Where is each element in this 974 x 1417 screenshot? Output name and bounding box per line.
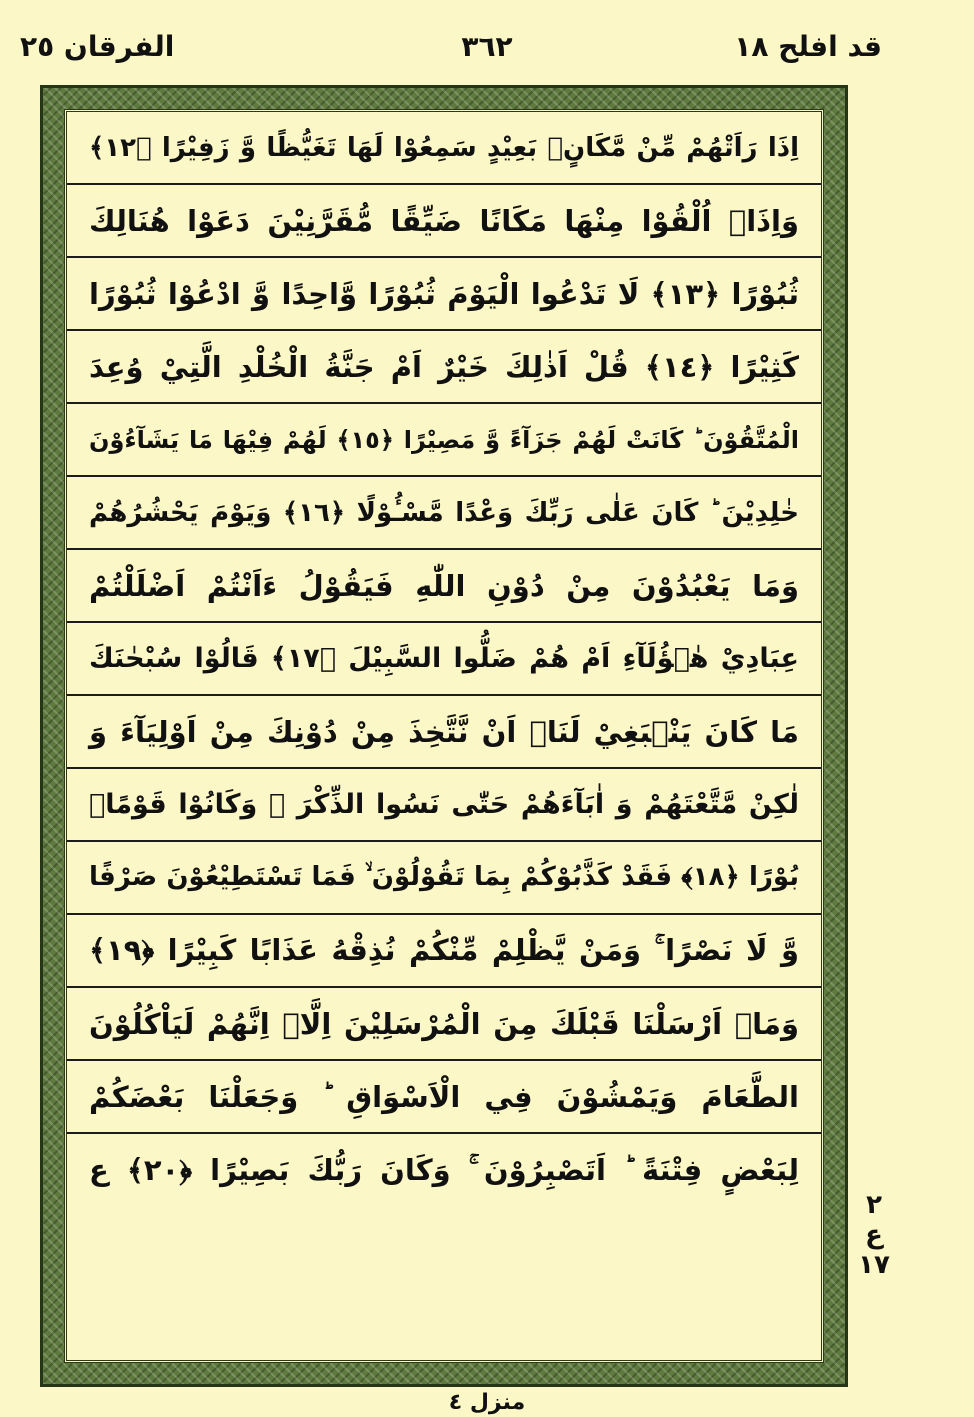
text-line	[67, 477, 821, 550]
text-line	[67, 623, 821, 696]
text-line	[67, 404, 821, 477]
line-text: وَّ لَا نَصْرًا ۚ وَمَنْ يَّظْلِمْ مِّنْكُمْ نُذِقْهُ عَذَابًا كَبِيْرًا ﴿١٩﴾	[89, 933, 799, 967]
text-line	[67, 550, 821, 623]
line-text: وَاِذَاۤ اُلْقُوْا مِنْهَا مَكَانًا ضَيِّقًا مُّقَرَّنِيْنَ دَعَوْا هُنَالِكَ	[89, 203, 799, 238]
text-line	[67, 915, 821, 988]
text-panel	[64, 109, 824, 1363]
ornamental-border	[40, 85, 848, 1387]
line-text: الطَّعَامَ وَيَمْشُوْنَ فِي الْاَسْوَاقِ ؕ وَجَعَلْنَا بَعْضَكُمْ	[89, 1079, 799, 1114]
line-text: خٰلِدِيْنَ ؕ كَانَ عَلٰى رَبِّكَ وَعْدًا مَّسْـُٔوْلًا ﴿١٦﴾ وَيَوْمَ يَحْشُرُهُمْ	[89, 497, 799, 528]
text-line	[67, 258, 821, 331]
juz-name: قد افلح ١٨	[734, 30, 882, 63]
line-text: ثُبُوْرًا ﴿١٣﴾ لَا تَدْعُوا الْيَوْمَ ثُبُوْرًا وَّاحِدًا وَّ ادْعُوْا ثُبُوْرًا	[89, 276, 799, 311]
manzil-footer: منزل ٤	[448, 1390, 526, 1415]
ruku-margin-marker	[854, 1190, 894, 1280]
verse-lines	[67, 112, 821, 1360]
line-text: وَمَاۤ اَرْسَلْنَا قَبْلَكَ مِنَ الْمُرْسَلِيْنَ اِلَّاۤ اِنَّهُمْ لَيَاْكُلُوْنَ	[89, 1006, 799, 1041]
line-text: بُوْرًا ﴿١٨﴾ فَقَدْ كَذَّبُوْكُمْ بِمَا تَقُوْلُوْنَ ۙ فَمَا تَسْتَطِيْعُوْنَ صَرْفًا	[89, 862, 799, 892]
line-text: عِبَادِيْ هٰۤؤُلَآءِ اَمْ هُمْ ضَلُّوا السَّبِيْلَ ﴿١٧﴾ قَالُوْا سُبْحٰنَكَ	[89, 643, 800, 674]
text-line	[67, 842, 821, 915]
text-line	[67, 769, 821, 842]
line-text: اِذَا رَاَتْهُمْ مِّنْ مَّكَانٍۭ بَعِيْدٍ سَمِعُوْا لَهَا تَغَيُّظًا وَّ زَفِيْرًا ﴿١٢﴾	[89, 132, 799, 163]
text-line	[67, 331, 821, 404]
text-line	[67, 185, 821, 258]
text-line	[67, 112, 821, 185]
line-text: وَمَا يَعْبُدُوْنَ مِنْ دُوْنِ اللّٰهِ فَيَقُوْلُ ءَاَنْتُمْ اَضْلَلْتُمْ	[89, 568, 799, 603]
line-text: كَثِيْرًا ﴿١٤﴾ قُلْ اَذٰلِكَ خَيْرٌ اَمْ جَنَّةُ الْخُلْدِ الَّتِيْ وُعِدَ	[89, 349, 799, 384]
text-line	[67, 1061, 821, 1134]
line-text: لٰكِنْ مَّتَّعْتَهُمْ وَ اٰبَآءَهُمْ حَتّٰى نَسُوا الذِّكْرَ ۚ وَكَانُوْا قَوْمًاۢ	[89, 789, 799, 820]
page-number: ٣٦٢	[461, 30, 513, 63]
text-line	[67, 1134, 821, 1207]
page-header	[0, 0, 974, 80]
line-text: الْمُتَّقُوْنَ ؕ كَانَتْ لَهُمْ جَزَآءً وَّ مَصِيْرًا ﴿١٥﴾ لَهُمْ فِيْهَا مَا يَشَآءُوْنَ	[89, 425, 799, 454]
ruku-symbol: ع	[865, 1220, 883, 1250]
surah-name: الفرقان ٢٥	[20, 30, 175, 63]
ruku-verse-count: ١٧	[858, 1250, 890, 1280]
line-text: مَا كَانَ يَنْۢبَغِيْ لَنَاۤ اَنْ نَّتَّخِذَ مِنْ دُوْنِكَ مِنْ اَوْلِيَآءَ وَ	[89, 714, 799, 749]
text-line	[67, 988, 821, 1061]
line-text: لِبَعْضٍ فِتْنَةً ؕ اَتَصْبِرُوْنَ ۚ وَكَانَ رَبُّكَ بَصِيْرًا ﴿٢٠﴾ ع	[89, 1153, 799, 1187]
ruku-count: ٢	[866, 1190, 882, 1220]
text-line	[67, 696, 821, 769]
